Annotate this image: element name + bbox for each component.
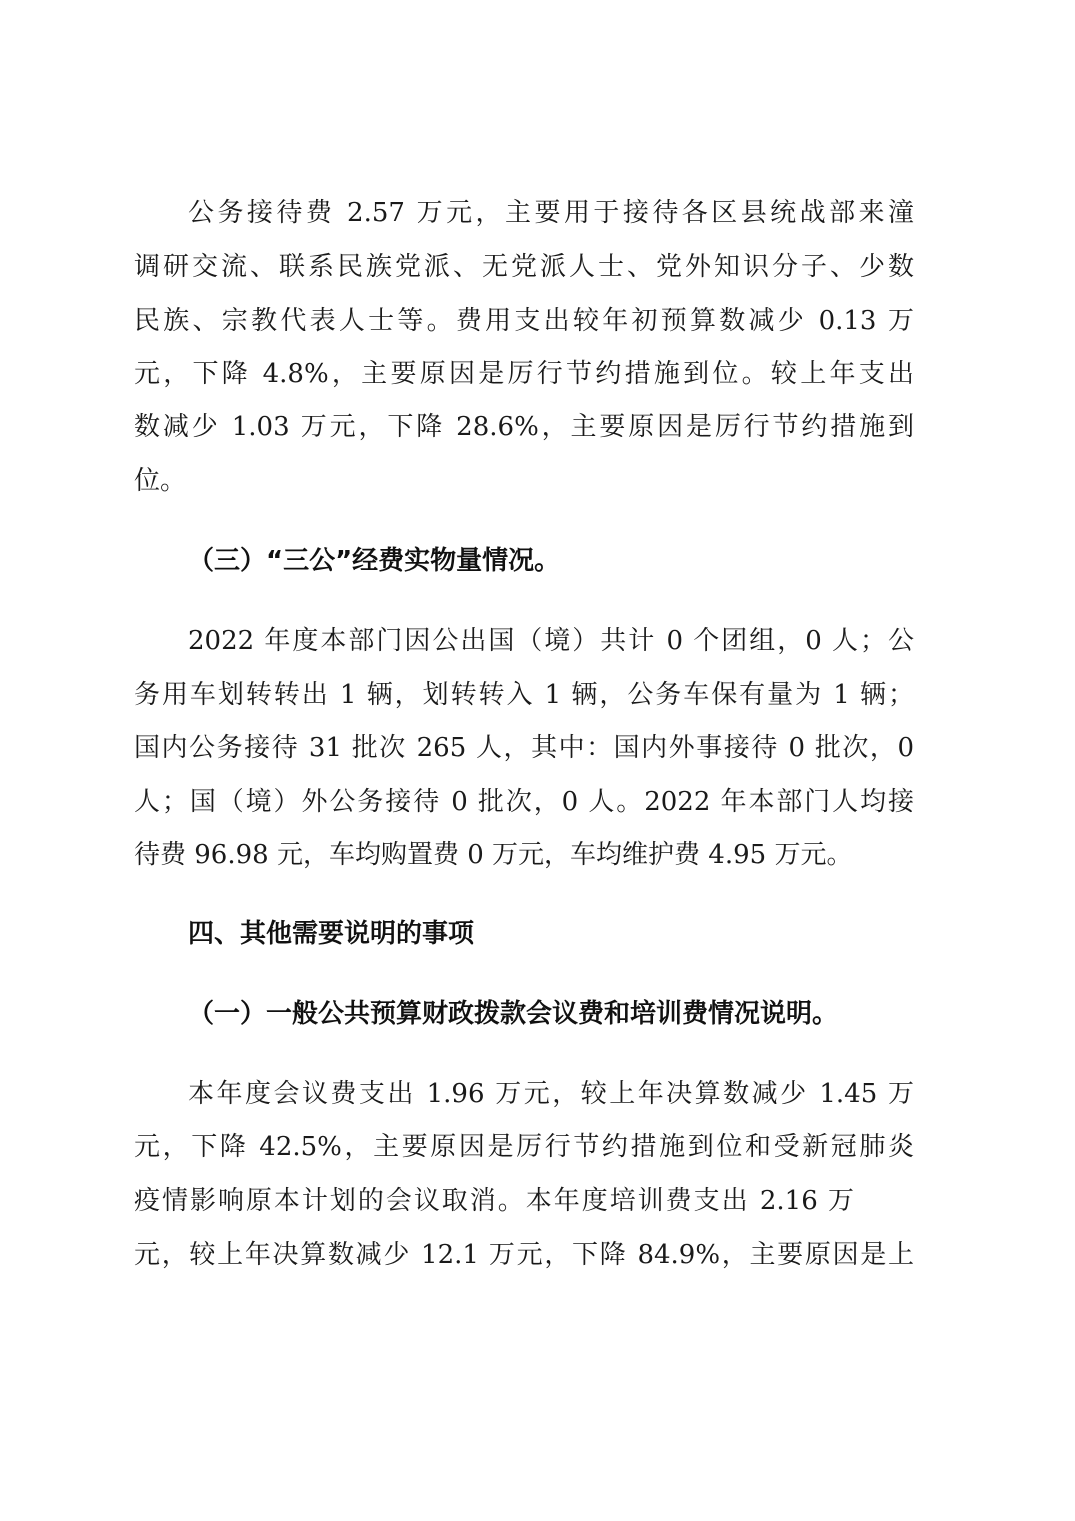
paragraph-line: 位。	[134, 466, 187, 496]
paragraph-line: 人；国（境）外公务接待 0 批次，0 人。2022 年本部门人均接	[134, 787, 914, 817]
paragraph-line: 2022 年度本部门因公出国（境）共计 0 个团组，0 人；公	[188, 626, 914, 656]
paragraph-line: 国内公务接待 31 批次 265 人，其中：国内外事接待 0 批次，0	[134, 733, 914, 763]
section-heading-3: （三）“三公”经费实物量情况。	[188, 546, 561, 576]
paragraph-line: 待费 96.98 元，车均购置费 0 万元，车均维护费 4.95 万元。	[134, 840, 853, 870]
section-heading-4: 四、其他需要说明的事项	[188, 919, 475, 949]
paragraph-line: 公务接待费 2.57 万元，主要用于接待各区县统战部来潼	[188, 198, 914, 228]
paragraph-line: 疫情影响原本计划的会议取消。本年度培训费支出 2.16 万	[134, 1186, 854, 1216]
paragraph-line: 调研交流、联系民族党派、无党派人士、党外知识分子、少数	[134, 252, 914, 282]
paragraph-line: 元，下降 42.5%，主要原因是厉行节约措施到位和受新冠肺炎	[134, 1132, 914, 1162]
paragraph-line: 元，较上年决算数减少 12.1 万元，下降 84.9%，主要原因是上	[134, 1240, 914, 1270]
paragraph-line: 数减少 1.03 万元，下降 28.6%，主要原因是厉行节约措施到	[134, 412, 914, 442]
paragraph-line: 本年度会议费支出 1.96 万元，较上年决算数减少 1.45 万	[188, 1079, 914, 1109]
paragraph-line: 元，下降 4.8%，主要原因是厉行节约措施到位。较上年支出	[134, 359, 914, 389]
paragraph-line: 民族、宗教代表人士等。费用支出较年初预算数减少 0.13 万	[134, 306, 914, 336]
section-heading-4-1: （一）一般公共预算财政拨款会议费和培训费情况说明。	[188, 999, 839, 1029]
paragraph-line: 务用车划转转出 1 辆，划转转入 1 辆，公务车保有量为 1 辆；	[134, 680, 914, 710]
